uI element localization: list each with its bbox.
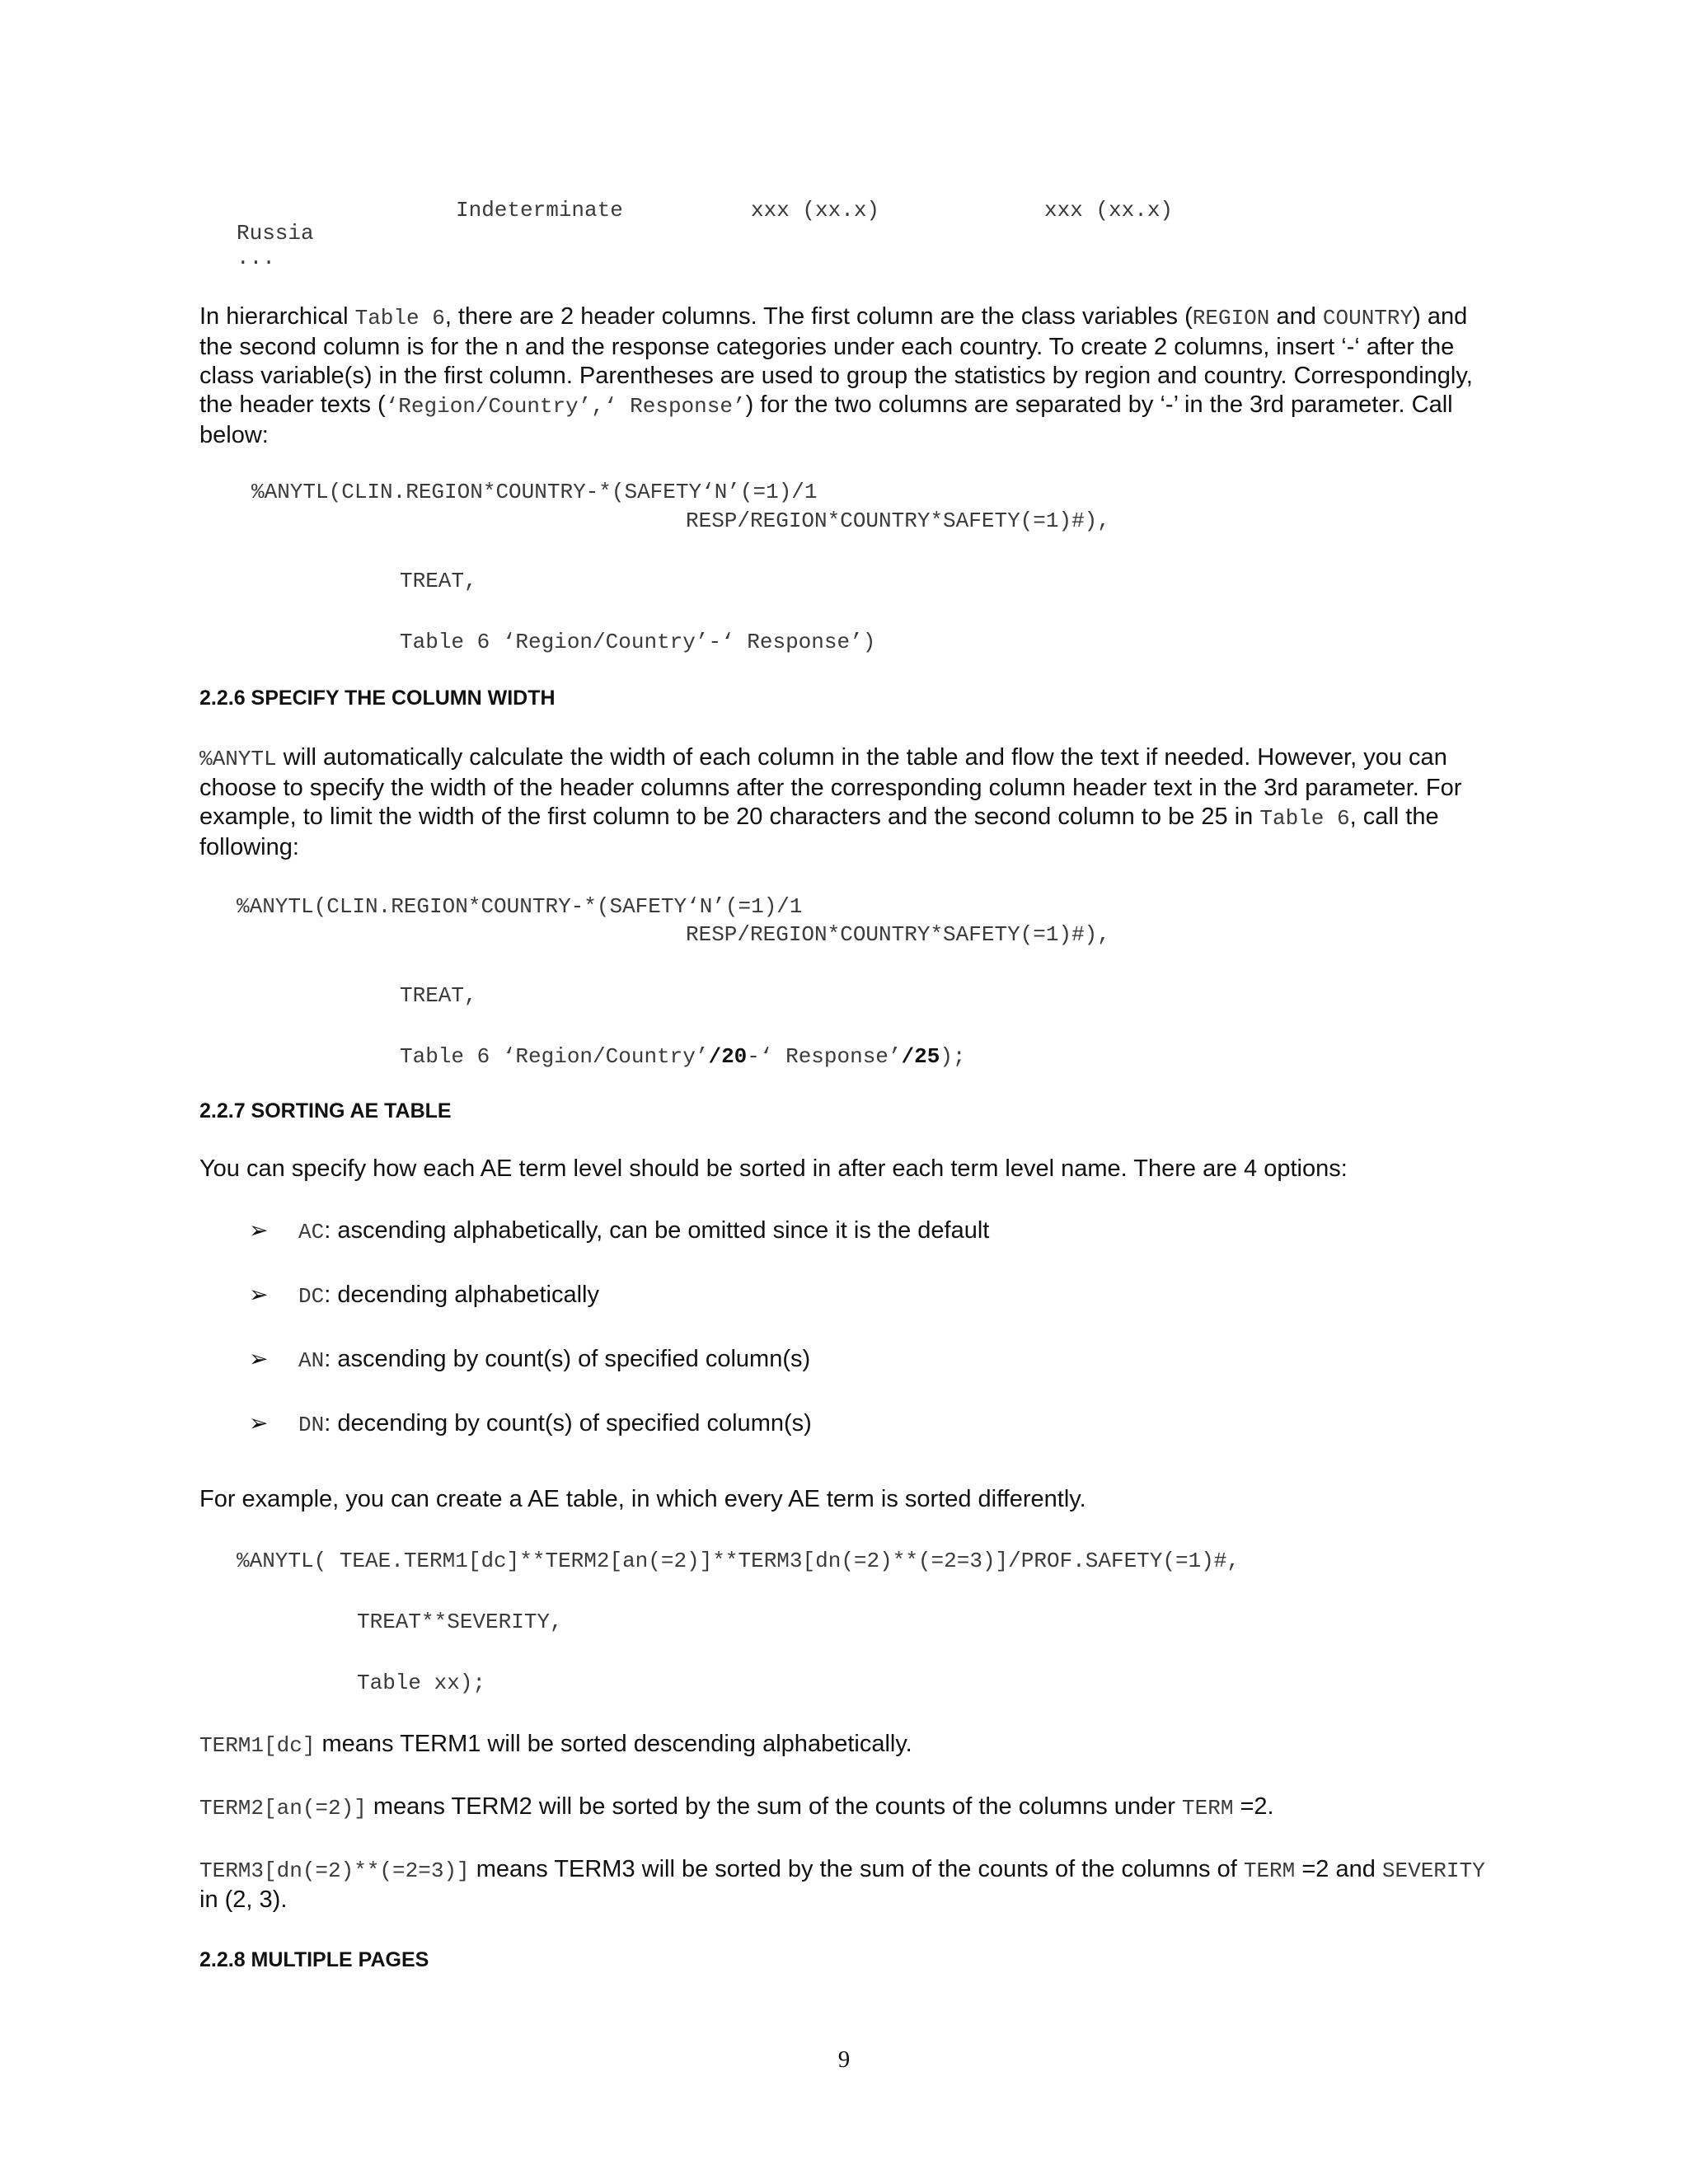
arrow-bullet-icon: ➢ xyxy=(249,1346,269,1371)
paragraph-term2-explanation: TERM2[an(=2)] means TERM2 will be sorted by the sum of the counts of the columns under TERM =2. xyxy=(199,1793,1274,1821)
table-ellipsis: ... xyxy=(237,246,275,270)
code-line: %ANYTL(CLIN.REGION*COUNTRY-*(SAFETY‘N’(=1)/1 xyxy=(237,894,803,919)
section-heading-2-2-7: 2.2.7 SORTING AE TABLE xyxy=(199,1099,452,1122)
code-line: %ANYTL( TEAE.TERM1[dc]**TERM2[an(=2)]**TERM3[dn(=2)**(=2=3)]/PROF.SAFETY(=1)#, xyxy=(237,1549,1240,1573)
code-line: Table 6 ‘Region/Country’/20-‘ Response’/25); xyxy=(400,1044,966,1069)
paragraph-sorting-options: You can specify how each AE term level should be sorted in after each term level name. There are 4 options: xyxy=(199,1155,1348,1182)
page-number: 9 xyxy=(837,2046,851,2073)
code-line: TREAT, xyxy=(400,569,477,593)
table-country-cell: Russia xyxy=(237,221,314,246)
arrow-bullet-icon: ➢ xyxy=(249,1410,269,1436)
table-value-cell: xxx (xx.x) xyxy=(1044,198,1174,223)
code-line: Table 6 ‘Region/Country’-‘ Response’) xyxy=(400,630,876,654)
table-value-cell: xxx (xx.x) xyxy=(751,198,880,223)
section-heading-2-2-8: 2.2.8 MULTIPLE PAGES xyxy=(199,1948,429,1971)
code-line: Table xx); xyxy=(357,1671,486,1695)
table-category-cell: Indeterminate xyxy=(456,198,623,223)
code-line: TREAT**SEVERITY, xyxy=(357,1610,563,1634)
section-heading-2-2-6: 2.2.6 SPECIFY THE COLUMN WIDTH xyxy=(199,687,556,710)
paragraph-term3-explanation: TERM3[dn(=2)**(=2=3)] means TERM3 will be sorted by the sum of the counts of the columns of TERM =2 and SEVERITY in (2, 3). xyxy=(199,1856,1485,1913)
list-item: AN: ascending by count(s) of specified column(s) xyxy=(298,1346,811,1373)
paragraph-term1-explanation: TERM1[dc] means TERM1 will be sorted descending alphabetically. xyxy=(199,1731,912,1758)
paragraph-column-width: %ANYTL will automatically calculate the width of each column in the table and flow the text if needed. However, you can choose to specify the width of the header columns after the corresponding column header text in the 3rd parameter. For example, to limit the width of the first column to be 20 characters and the second column to be 25 in Table 6, call the following: xyxy=(199,744,1462,860)
paragraph-ae-example: For example, you can create a AE table, in which every AE term is sorted differently. xyxy=(199,1486,1086,1512)
code-line: TREAT, xyxy=(400,983,477,1008)
paragraph-hierarchical-table: In hierarchical Table 6, there are 2 header columns. The first column are the class variables (REGION and COUNTRY) and the second column is for the n and the response categories under each country. To create 2 columns, insert ‘-‘ after the class variable(s) in the first column. Parentheses are used to group the statistics by region and country. Correspondingly, the header texts (‘Region/Country’,‘ Response’) for the two columns are separated by ‘-’ in the 3rd parameter. Call below: xyxy=(199,303,1473,448)
code-line: RESP/REGION*COUNTRY*SAFETY(=1)#), xyxy=(686,922,1110,947)
list-item: DC: decending alphabetically xyxy=(298,1282,599,1309)
list-item: AC: ascending alphabetically, can be omitted since it is the default xyxy=(298,1217,990,1244)
code-line: %ANYTL(CLIN.REGION*COUNTRY-*(SAFETY‘N’(=1)/1 xyxy=(251,480,818,504)
code-line: RESP/REGION*COUNTRY*SAFETY(=1)#), xyxy=(686,509,1110,533)
list-item: DN: decending by count(s) of specified column(s) xyxy=(298,1410,812,1437)
arrow-bullet-icon: ➢ xyxy=(249,1282,269,1307)
arrow-bullet-icon: ➢ xyxy=(249,1217,269,1243)
